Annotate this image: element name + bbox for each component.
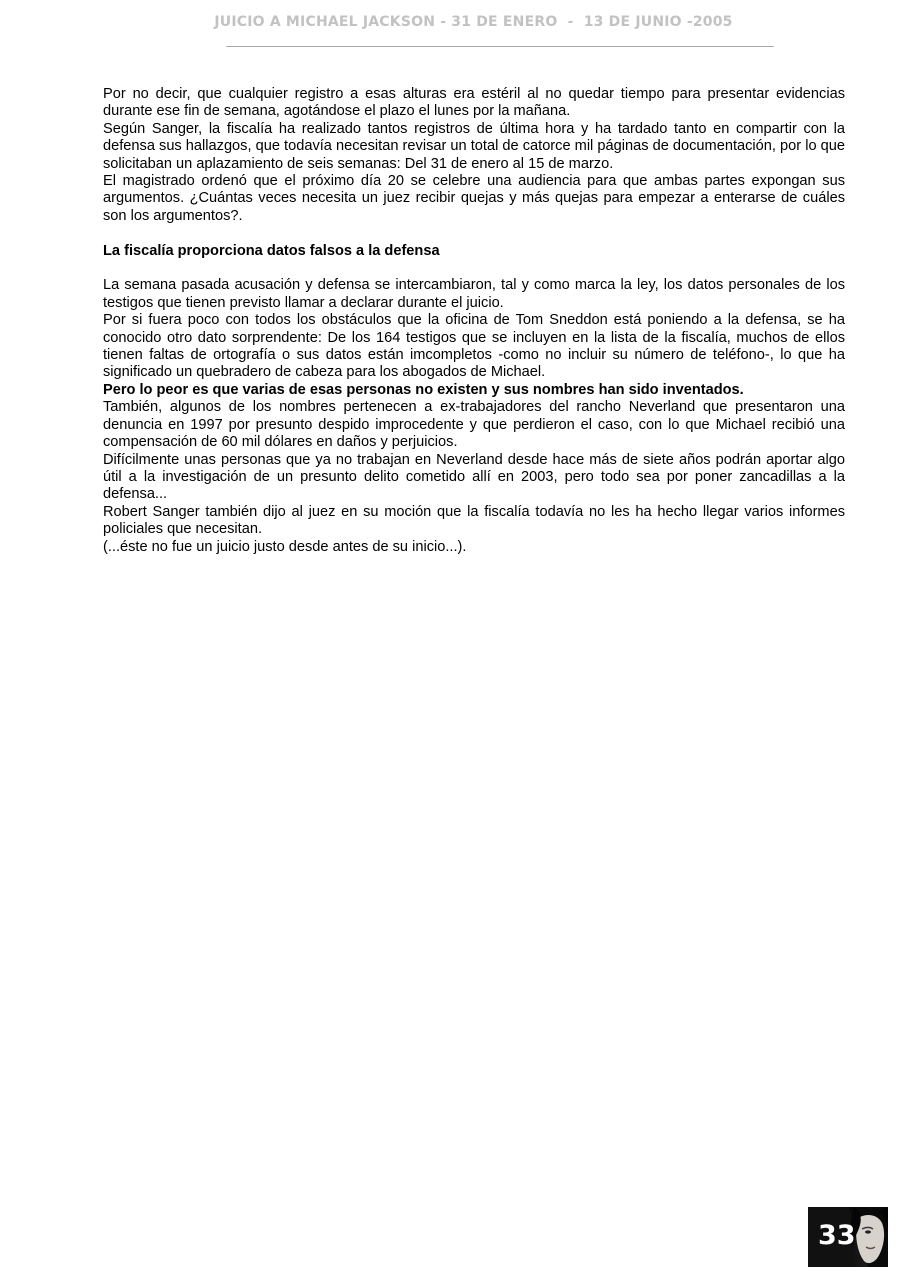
paragraph: Difícilmente unas personas que ya no trabajan en Neverland desde hace más de siete años podrán aportar algo útil a la investigación de un presunto delito cometido allí en 2003, pero todo sea por poner zancadillas a la defensa... (103, 451, 845, 503)
paragraph: Robert Sanger también dijo al juez en su moción que la fiscalía todavía no les ha hecho llegar varios informes policiales que necesitan. (103, 503, 845, 538)
paragraph: La semana pasada acusación y defensa se intercambiaron, tal y como marca la ley, los datos personales de los testigos que tienen previsto llamar a declarar durante el juicio. (103, 277, 845, 311)
page-number: 33 (818, 1220, 856, 1251)
paragraph: Según Sanger, la fiscalía ha realizado tantos registros de última hora y ha tardado tanto en compartir con la defensa sus hallazgos, que todavía necesitan revisar un total de catorce mil páginas de documentación, por lo que solicitaban un aplazamiento de seis semanas: Del 31 de enero al 15 de marzo. (103, 120, 845, 172)
page-number-badge (808, 1207, 888, 1267)
paragraph: Por no decir, que cualquier registro a esas alturas era estéril al no quedar tiempo para presentar evidencias durante ese fin de semana, agotándose el plazo el lunes por la mañana. (103, 86, 845, 120)
header-divider (226, 46, 774, 47)
running-header-title: JUICIO A MICHAEL JACKSON - 31 DE ENERO - 13 DE JUNIO -2005 (214, 14, 733, 30)
section-heading: La fiscalía proporciona datos falsos a la defensa (103, 242, 440, 259)
paragraph: El magistrado ordenó que el próximo día 20 se celebre una audiencia para que ambas partes expongan sus argumentos. ¿Cuántas veces necesita un juez recibir quejas y más quejas para empezar a enterarse de cuáles son los argumentos?. (103, 173, 845, 224)
closing-remark: (...éste no fue un juicio justo desde antes de su inicio...). (103, 538, 467, 555)
paragraph: También, algunos de los nombres pertenecen a ex-trabajadores del rancho Neverland que presentaron una denuncia en 1997 por presunto despido improcedente y que perdieron el caso, con lo que Michael recibió una compensación de 60 mil dólares en daños y perjuicios. (103, 399, 845, 451)
paragraph: Por si fuera poco con todos los obstáculos que la oficina de Tom Sneddon está poniendo a la defensa, se ha conocido otro dato sorprendente: De los 164 testigos que se incluyen en la lista de la fiscalía, muchos de ellos tienen faltas de ortografía o sus datos están imcompletos -como no incluir su número de teléfono-, lo que ha significado un quebradero de cabeza para los abogados de Michael. (103, 312, 845, 381)
article-body (103, 86, 845, 556)
bold-statement: Pero lo peor es que varias de esas personas no existen y sus nombres han sido inventados. (103, 381, 744, 398)
